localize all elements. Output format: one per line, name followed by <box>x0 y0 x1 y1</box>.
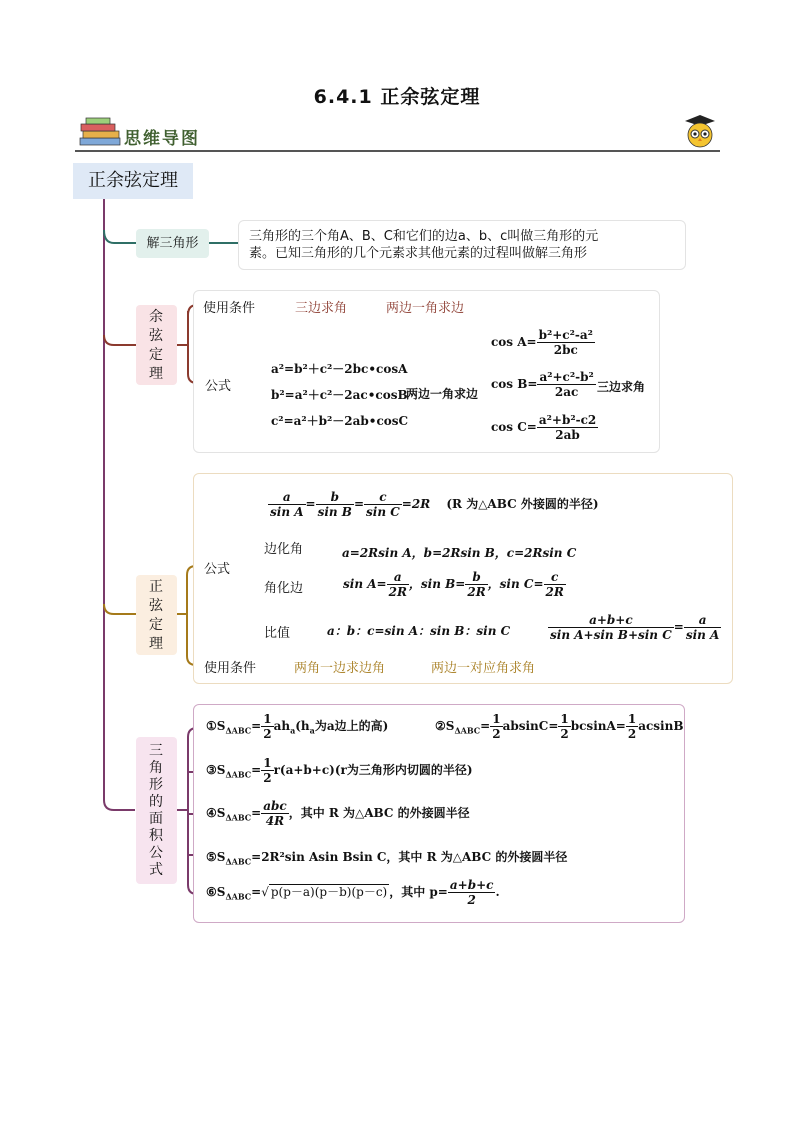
cosine-char: 余 <box>149 309 163 325</box>
root-node: 正余弦定理 <box>73 163 193 199</box>
area-formula-3: $③S_{\Delta ABC}=$ $\frac{1}{2}$ r(a+b+c)(r为三角形内切圆的半径) <box>206 756 473 785</box>
cosine-eq-c: c²=a²＋b²－2ab•cosC <box>271 414 409 428</box>
angle-to-edge-label: 角化边 <box>264 581 304 596</box>
page-title: 6.4.1 正余弦定理 <box>313 86 481 108</box>
area-formula-2: $②S_{\Delta ABC}=$ $\frac{1}{2}$ absinC= $\frac{1}{2}$ bcsinA= $\frac{1}{2}$ acsinB <box>435 712 684 741</box>
sine-char: 定 <box>149 617 163 633</box>
ratio-text: a：b：c=sin A：sin B：sin C <box>327 624 511 638</box>
ratio-label: 比值 <box>264 626 291 641</box>
solve-triangle-card <box>238 220 686 270</box>
cos-result: 三边求角 <box>597 380 646 394</box>
cosine-eq-result: 两边一角求边 <box>406 387 479 401</box>
area-char: 的 <box>149 794 163 810</box>
area-formula-1: $①S_{\Delta ABC}=$ $\frac{1}{2}$ $ah_a(h_a$为a边上的高) <box>206 712 389 741</box>
cosine-use-item1: 三边求角 <box>295 301 348 316</box>
cosine-char: 弦 <box>149 328 163 344</box>
banner-title: 思维导图 <box>124 129 200 149</box>
area-formula-node <box>136 737 177 884</box>
cosine-char: 定 <box>149 347 163 363</box>
cosine-use-label: 使用条件 <box>203 301 256 316</box>
sine-char: 理 <box>149 636 163 652</box>
sine-char: 正 <box>149 579 163 595</box>
cosC-formula: cos C= $\frac{\text{a²+b²-c2}}{2ab}$ <box>491 413 597 442</box>
area-formula-4: $④S_{\Delta ABC}=$ $\frac{\text{abc}}{4R}$ ，其中 R 为△ABC 的外接圆半径 <box>206 799 470 828</box>
sine-main-formula: $\frac{a}{\text{sin A}}$ = $\frac{b}{\text{sin B}}$ = $\frac{c}{\text{sin C}}$ =2R (R 为△ABC 外接圆的半径) <box>270 490 599 519</box>
area-char: 三 <box>149 743 163 759</box>
cosine-char: 理 <box>149 366 163 382</box>
area-char: 角 <box>149 760 163 776</box>
sine-use-item2: 两边一对应角求角 <box>431 661 536 676</box>
area-char: 式 <box>149 862 163 878</box>
cosine-formula-label: 公式 <box>205 379 232 394</box>
sine-use-item1: 两角一边求边角 <box>294 661 386 676</box>
area-char: 公 <box>149 845 163 861</box>
cosine-eq-b: b²=a²＋c²－2ac•cosB <box>271 388 408 402</box>
cosine-theorem-node <box>136 305 177 385</box>
sine-use-label: 使用条件 <box>204 661 257 676</box>
area-char: 形 <box>149 777 163 793</box>
edge-to-angle-text: a=2Rsin A，b=2Rsin B，c=2Rsin C <box>342 546 577 560</box>
area-char: 积 <box>149 828 163 844</box>
sine-formula-label: 公式 <box>204 562 231 577</box>
cosB-formula: cos B= $\frac{\text{a²+c²-b²}}{2ac}$ <box>491 370 594 399</box>
angle-to-edge-formula: sin A= $\frac{a}{2R}$ ，sin B= $\frac{b}{2R}$ ，sin C= $\frac{c}{2R}$ <box>343 570 564 599</box>
cosine-use-item2: 两边一角求边 <box>386 301 465 316</box>
solve-text-line2: 素。已知三角形的几个元素求其他元素的过程叫做解三角形 <box>249 246 588 261</box>
solve-text-line1: 三角形的三个角A、B、C和它们的边a、b、c叫做三角形的元 <box>249 229 599 244</box>
ratio-fraction: $\frac{a+b+c}{\text{sin A+sin B+sin C}}$ = $\frac{a}{\text{sin A}}$ <box>550 613 720 642</box>
sine-char: 弦 <box>149 598 163 614</box>
solve-triangle-node: 解三角形 <box>136 229 209 258</box>
area-formula-6: $⑥S_{\Delta ABC}=√$ p(p－a)(p－b)(p－c) ，其中 p= $\frac{a+b+c}{2}$ . <box>206 878 500 907</box>
cosine-eq-a: a²=b²＋c²－2bc•cosA <box>271 362 408 376</box>
area-char: 面 <box>149 811 163 827</box>
cosA-formula: cos A= $\frac{\text{b²+c²-a²}}{2bc}$ <box>491 328 593 357</box>
sine-theorem-node <box>136 575 177 655</box>
edge-to-angle-label: 边化角 <box>264 542 304 557</box>
area-formula-5: $⑤S_{\Delta ABC}=2R^2\sin$ Asin Bsin C，其中 R 为△ABC 的外接圆半径 <box>206 850 568 867</box>
